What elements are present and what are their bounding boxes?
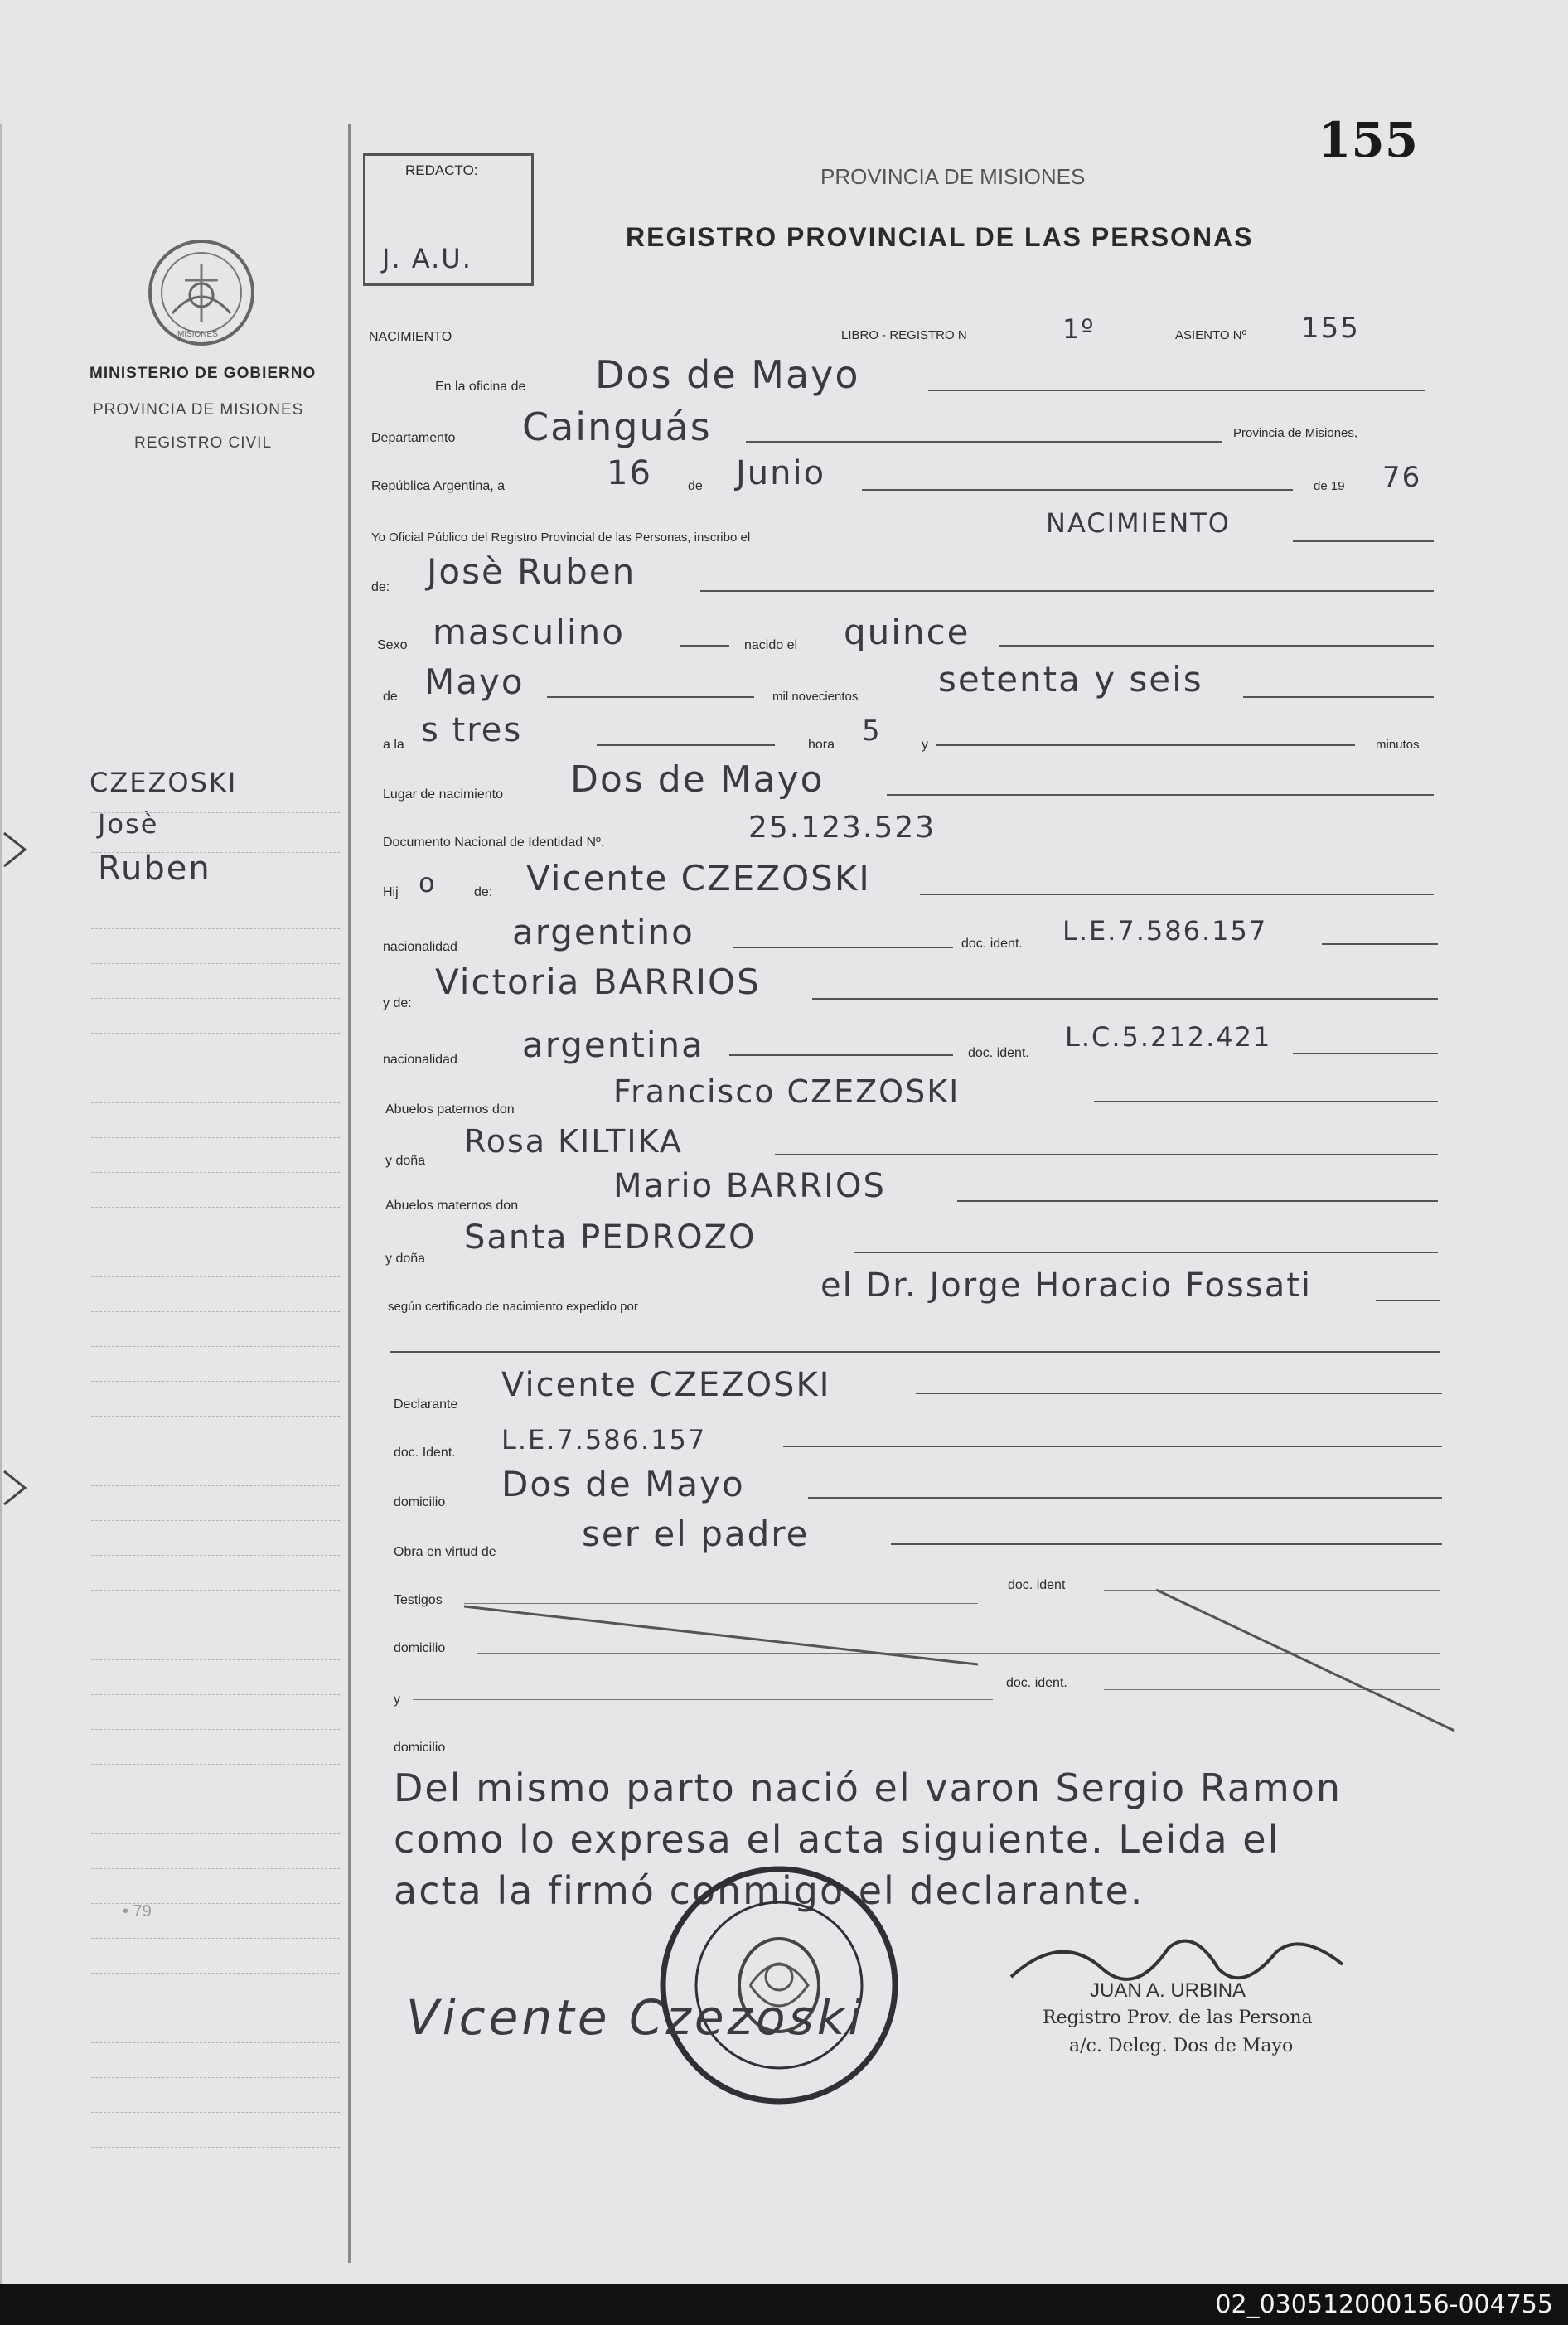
redacto-box <box>363 153 534 286</box>
domicilio-label: domicilio <box>394 1495 446 1509</box>
de-label: de <box>688 479 703 493</box>
mil-value: setenta y seis <box>938 659 1203 700</box>
fill-line <box>1322 943 1438 945</box>
margin-rule-line <box>91 1868 340 1870</box>
fill-line <box>729 1054 953 1056</box>
binding-clip-icon <box>0 829 33 870</box>
stamp-emblem-icon <box>655 1861 903 2109</box>
margin-rule-line <box>91 1172 340 1174</box>
name-value: Josè Ruben <box>427 551 636 592</box>
observation-line-1: Del mismo parto nació el varon Sergio Ramon <box>394 1766 1343 1810</box>
fill-line <box>920 894 1434 895</box>
fill-line <box>1094 1101 1438 1102</box>
doc-ident-t2-label: doc. ident. <box>1006 1676 1067 1690</box>
margin-rule-line <box>91 1764 340 1766</box>
image-id-bar <box>0 2284 1568 2325</box>
official-delegation: a/c. Deleg. Dos de Mayo <box>1069 2036 1294 2056</box>
y-t-label: y <box>394 1693 400 1707</box>
oficial-value: NACIMIENTO <box>1046 507 1231 539</box>
margin-rule-line <box>91 1520 340 1522</box>
fill-line <box>783 1446 1442 1447</box>
margin-rule-line <box>91 1555 340 1557</box>
lugar-label: Lugar de nacimiento <box>383 787 503 802</box>
fill-line <box>733 947 953 948</box>
doc-declarante-value: L.E.7.586.157 <box>501 1424 707 1456</box>
abuelos-maternos-label: Abuelos maternos don <box>385 1199 519 1213</box>
name-de-label: de: <box>371 580 390 594</box>
nacido-label: nacido el <box>744 638 798 652</box>
margin-rule-line <box>91 1137 340 1139</box>
margin-rule-line <box>91 928 340 930</box>
nacionalidad-madre-label: nacionalidad <box>383 1053 457 1067</box>
y-label: y <box>922 738 928 752</box>
margin-rule-line <box>91 894 340 895</box>
declarant-signature: Vicente Czezoski <box>406 1989 865 2046</box>
sexo-label: Sexo <box>377 638 408 652</box>
fill-line <box>887 794 1434 796</box>
fill-line <box>597 744 775 746</box>
abuelos-paternos-label: Abuelos paternos don <box>385 1102 515 1116</box>
margin-rule-line <box>91 2182 340 2183</box>
margin-rule <box>348 124 351 2263</box>
margin-stamp: • 79 <box>123 1902 152 1921</box>
fill-line <box>936 744 1355 746</box>
act-type-label: NACIMIENTO <box>369 330 452 344</box>
margin-rule-line <box>91 1799 340 1800</box>
margin-rule-line <box>91 1625 340 1626</box>
domicilio-t1-label: domicilio <box>394 1641 446 1655</box>
departamento-value: Cainguás <box>522 404 712 449</box>
doc-ident-madre-label: doc. ident. <box>968 1046 1029 1060</box>
nacionalidad-label: nacionalidad <box>383 940 457 954</box>
libro-value: 1º <box>1062 313 1096 345</box>
fill-line <box>680 645 729 647</box>
nac-madre-value: argentina <box>522 1024 704 1065</box>
margin-rule-line <box>91 998 340 1000</box>
hora-prefix-label: a la <box>383 738 404 752</box>
margin-rule-line <box>91 1451 340 1452</box>
fill-line <box>1243 696 1434 698</box>
nac-padre-value: argentino <box>512 912 694 952</box>
fill-line <box>957 1200 1438 1202</box>
seal-small-text: MISIONES <box>177 330 218 339</box>
binding-edge <box>0 124 2 2284</box>
doc-madre-value: L.C.5.212.421 <box>1065 1021 1272 1053</box>
margin-rule-line <box>91 1973 340 1974</box>
fill-line <box>1376 1300 1440 1301</box>
redacto-value: J. A.U. <box>382 243 472 274</box>
margin-rule-line <box>91 812 340 814</box>
margin-rule-line <box>91 1833 340 1835</box>
margin-rule-line <box>91 1242 340 1243</box>
margin-rule-line <box>91 2077 340 2079</box>
margin-first-name: Josè <box>98 808 159 840</box>
doc-ident-t1-label: doc. ident <box>1008 1578 1066 1592</box>
margin-rule-line <box>91 963 340 965</box>
official-name: JUAN A. URBINA <box>1090 1979 1246 2002</box>
margin-rule-line <box>91 1729 340 1731</box>
fill-line <box>1293 1053 1438 1054</box>
hora-words-value: s tres <box>421 711 523 749</box>
documento-value: 25.123.523 <box>748 811 936 845</box>
hijo-label: Hij <box>383 885 399 899</box>
fill-line <box>928 390 1425 391</box>
lugar-value: Dos de Mayo <box>570 758 825 801</box>
official-stamp <box>655 1861 903 2109</box>
fill-line <box>547 696 754 698</box>
binding-clip-icon <box>0 1467 33 1509</box>
fill-line <box>775 1154 1438 1155</box>
redacto-label: REDACTO: <box>405 162 478 178</box>
hijo-de-label: de: <box>474 885 493 899</box>
fill-line <box>1293 540 1434 542</box>
obra-value: ser el padre <box>582 1514 810 1554</box>
sexo-value: masculino <box>433 612 625 652</box>
margin-second-name: Ruben <box>98 850 211 888</box>
year-value: 76 <box>1382 461 1422 494</box>
asiento-value: 155 <box>1301 312 1360 345</box>
abuelo-paterno-value: Francisco CZEZOSKI <box>613 1073 961 1110</box>
margin-rule-line <box>91 1938 340 1940</box>
y-dona-materna-label: y doña <box>385 1252 426 1266</box>
provincial-seal <box>139 230 264 359</box>
certificado-label: según certificado de nacimiento expedido por <box>388 1300 638 1314</box>
margin-rule-line <box>91 852 340 854</box>
margin-surname: CZEZOSKI <box>90 767 238 798</box>
margin-rule-line <box>91 1381 340 1383</box>
margin-rule-line <box>91 1102 340 1104</box>
observation-line-3: acta la firmó conmigo el declarante. <box>394 1868 1145 1913</box>
fill-line <box>808 1497 1442 1499</box>
cancel-strike-lines <box>464 1583 1459 1732</box>
year-prefix: de 19 <box>1314 479 1345 493</box>
day-value: 16 <box>607 454 652 492</box>
margin-rule-line <box>91 2008 340 2009</box>
fill-line <box>999 645 1434 647</box>
margin-rule-line <box>91 1590 340 1591</box>
doc-ident2-label: doc. Ident. <box>394 1446 456 1460</box>
margin-rule-line <box>91 1033 340 1034</box>
republica-label: República Argentina, a <box>371 479 505 493</box>
fill-line <box>916 1393 1442 1394</box>
mil-label: mil novecientos <box>772 690 859 704</box>
departamento-label: Departamento <box>371 431 456 445</box>
fill-line <box>746 441 1222 443</box>
documento-label: Documento Nacional de Identidad Nº. <box>383 836 605 850</box>
abuelo-materno-value: Mario BARRIOS <box>613 1167 886 1205</box>
hora-value: 5 <box>862 714 882 748</box>
padre-value: Vicente CZEZOSKI <box>526 858 871 899</box>
fill-line <box>700 590 1434 592</box>
certificado-value: el Dr. Jorge Horacio Fossati <box>820 1267 1313 1305</box>
ministry-province: PROVINCIA DE MISIONES <box>93 401 304 419</box>
margin-rule-line <box>91 1416 340 1417</box>
madre-value: Victoria BARRIOS <box>435 961 761 1002</box>
abuela-paterna-value: Rosa KILTIKA <box>464 1123 683 1160</box>
hijo-suffix: o <box>419 867 437 899</box>
nacido-value: quince <box>844 612 970 652</box>
oficial-label: Yo Oficial Público del Registro Provincial de las Personas, inscribo el <box>371 530 751 545</box>
margin-rule-line <box>91 1311 340 1313</box>
margin-rule-line <box>91 1068 340 1069</box>
mes-value: Mayo <box>424 661 525 702</box>
image-id: 02_030512000156-004755 <box>1215 2289 1553 2319</box>
margin-rule-line <box>91 2042 340 2044</box>
fill-line <box>891 1543 1442 1545</box>
margin-rule-line <box>91 2147 340 2148</box>
margin-rule-line <box>91 1659 340 1661</box>
header-province: PROVINCIA DE MISIONES <box>820 164 1086 189</box>
official-title: Registro Prov. de las Persona <box>1043 2008 1313 2028</box>
margin-rule-line <box>91 1207 340 1209</box>
de2-label: de <box>383 690 398 704</box>
margin-rule-line <box>91 2112 340 2114</box>
libro-label: LIBRO - REGISTRO N <box>841 328 967 342</box>
asiento-label: ASIENTO Nº <box>1175 328 1247 342</box>
fill-line <box>862 489 1293 491</box>
abuela-materna-value: Santa PEDROZO <box>464 1218 757 1257</box>
y-dona-label: y doña <box>385 1154 426 1168</box>
ministry-name: MINISTERIO DE GOBIERNO <box>90 365 317 382</box>
doc-padre-value: L.E.7.586.157 <box>1062 915 1268 947</box>
fill-line <box>854 1252 1438 1253</box>
header-title: REGISTRO PROVINCIAL DE LAS PERSONAS <box>626 222 1254 252</box>
fill-line <box>390 1351 1440 1353</box>
domicilio-value: Dos de Mayo <box>501 1464 745 1504</box>
provincia-suffix: Provincia de Misiones, <box>1233 426 1358 440</box>
minutos-label: minutos <box>1376 738 1420 752</box>
observation-line-2: como lo expresa el acta siguiente. Leida el <box>394 1817 1280 1862</box>
margin-rule-line <box>91 1485 340 1487</box>
page-number: 155 <box>1318 112 1419 168</box>
margin-rule-line <box>91 1903 340 1905</box>
obra-label: Obra en virtud de <box>394 1545 496 1559</box>
y-de-label: y de: <box>383 996 412 1010</box>
testigos-label: Testigos <box>394 1593 443 1607</box>
doc-ident-label: doc. ident. <box>961 937 1023 951</box>
hora-label: hora <box>808 738 835 752</box>
margin-rule-line <box>91 1276 340 1278</box>
declarante-label: Declarante <box>394 1397 458 1412</box>
fill-line <box>812 998 1438 1000</box>
oficina-value: Dos de Mayo <box>595 352 860 397</box>
oficina-label: En la oficina de <box>435 380 526 394</box>
margin-rule-line <box>91 1346 340 1348</box>
domicilio-t2-label: domicilio <box>394 1741 446 1755</box>
margin-rule-line <box>91 1694 340 1696</box>
declarante-value: Vicente CZEZOSKI <box>501 1366 831 1404</box>
ministry-registry: REGISTRO CIVIL <box>134 434 273 452</box>
month-value: Junio <box>736 454 826 492</box>
